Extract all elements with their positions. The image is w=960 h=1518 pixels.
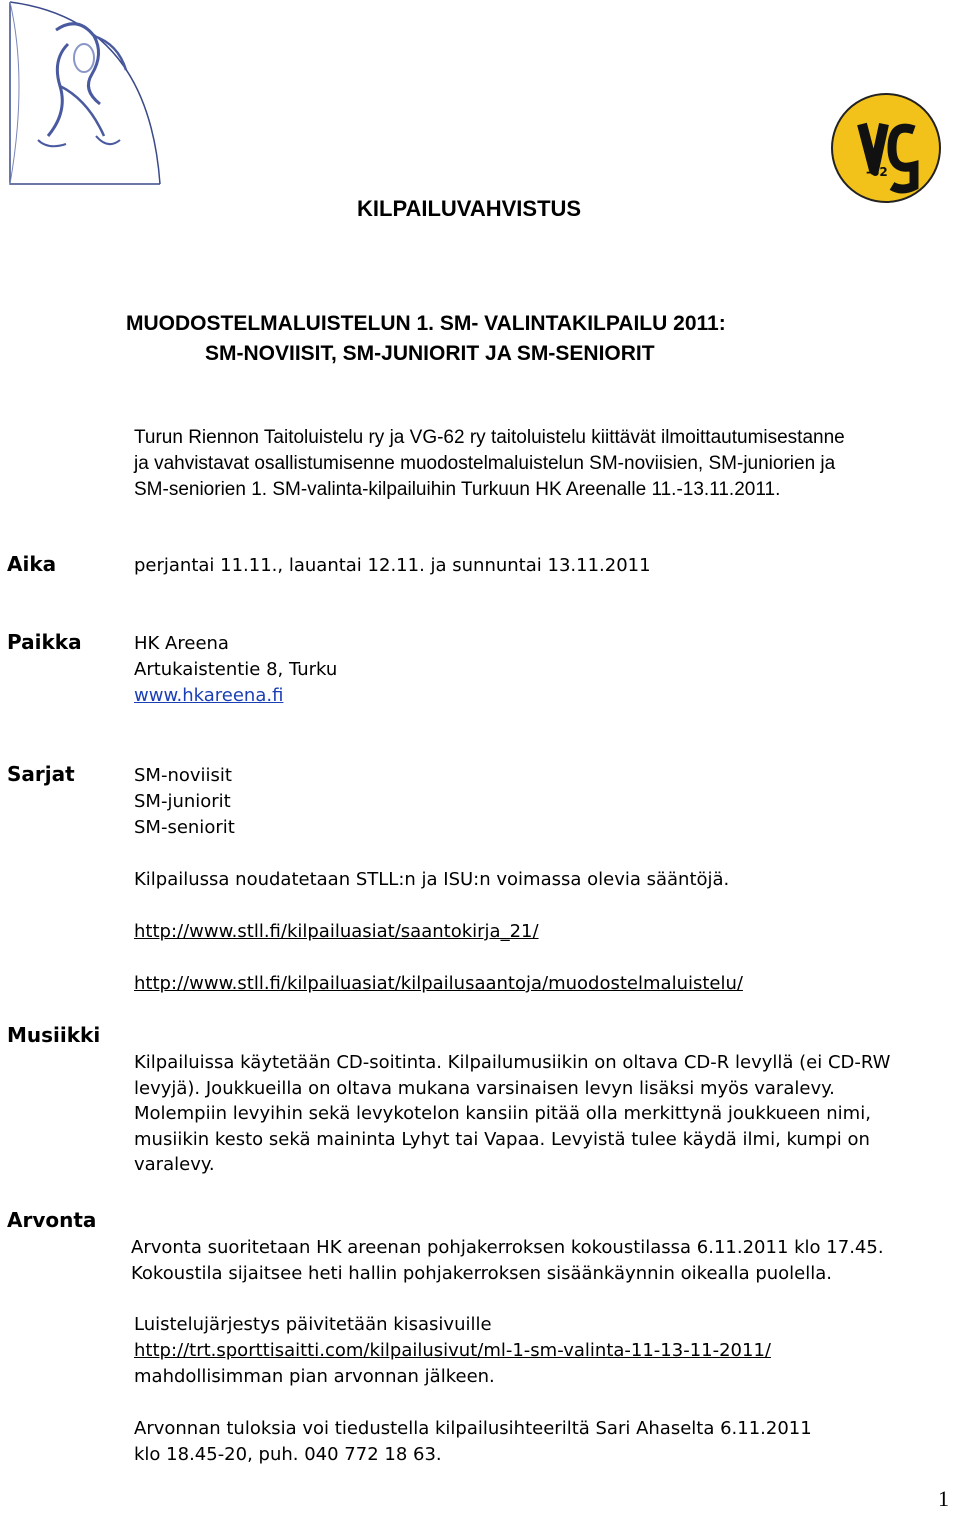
musiikki-label: Musiikki <box>7 1023 101 1047</box>
series-item: SM-noviisit <box>134 765 232 786</box>
paikka-venue: HK Areena <box>134 633 229 654</box>
rules-link-2[interactable]: http://www.stll.fi/kilpailuasiat/kilpailusaantoja/muodostelmaluistelu/ <box>134 973 743 994</box>
musiikki-line: Molempiin levyihin sekä levykotelon kansiin pitää olla merkittynä joukkueen nimi, <box>134 1103 871 1124</box>
sarjat-label: Sarjat <box>7 762 75 786</box>
paikka-label: Paikka <box>7 630 82 654</box>
musiikki-line: musiikin kesto sekä maininta Lyhyt tai Vapaa. Levyistä tulee käydä ilmi, kumpi on <box>134 1128 870 1150</box>
intro-line: SM-seniorien 1. SM-valinta-kilpailuihin Turkuun HK Areenalle 11.-13.11.2011. <box>134 479 781 500</box>
club-logo <box>822 74 950 224</box>
skater-logo <box>8 0 168 188</box>
order-after-text: mahdollisimman pian arvonnan jälkeen. <box>134 1366 495 1387</box>
results-line: Arvonnan tuloksia voi tiedustella kilpailusihteeriltä Sari Ahaselta 6.11.2011 <box>134 1418 812 1439</box>
musiikki-line: levyjä). Joukkueilla on oltava mukana varsinaisen levyn lisäksi myös varalevy. <box>134 1077 835 1099</box>
rules-link-1[interactable]: http://www.stll.fi/kilpailuasiat/saantokirja_21/ <box>134 921 539 942</box>
aika-value: perjantai 11.11., lauantai 12.11. ja sunnuntai 13.11.2011 <box>134 555 651 576</box>
aika-label: Aika <box>7 552 57 576</box>
document-title: KILPAILUVAHVISTUS <box>357 196 582 221</box>
page-number: 1 <box>938 1486 949 1511</box>
musiikki-line: Kilpailuissa käytetään CD-soitinta. Kilpailumusiikin on oltava CD-R levyllä (ei CD-RW <box>134 1052 891 1073</box>
subtitle-line-1: MUODOSTELMALUISTELUN 1. SM- VALINTAKILPAILU 2011: <box>126 312 726 335</box>
svg-text:-62: -62 <box>866 165 888 179</box>
musiikki-text <box>134 1050 954 1178</box>
order-link[interactable]: http://trt.sporttisaitti.com/kilpailusivut/ml-1-sm-valinta-11-13-11-2011/ <box>134 1340 771 1361</box>
order-text: Luistelujärjestys päivitetään kisasivuille <box>134 1314 492 1335</box>
series-item: SM-seniorit <box>134 817 235 838</box>
intro-paragraph <box>134 425 954 503</box>
results-line: klo 18.45-20, puh. 040 772 18 63. <box>134 1444 442 1465</box>
intro-line: Turun Riennon Taitoluistelu ry ja VG-62 ry taitoluistelu kiittävät ilmoittautumisestanne <box>134 427 845 448</box>
arvonta-line: Kokoustila sijaitsee heti hallin pohjakerroksen sisäänkäynnin oikealla puolella. <box>131 1262 832 1284</box>
series-item: SM-juniorit <box>134 791 231 812</box>
arvonta-line: Arvonta suoritetaan HK areenan pohjakerroksen kokoustilassa 6.11.2011 klo 17.45. <box>131 1237 884 1258</box>
venue-website-link[interactable]: www.hkareena.fi <box>134 685 284 706</box>
arvonta-text <box>131 1235 951 1286</box>
musiikki-line: varalevy. <box>134 1154 215 1175</box>
arvonta-label: Arvonta <box>7 1208 97 1232</box>
paikka-address: Artukaistentie 8, Turku <box>134 659 338 680</box>
intro-line: ja vahvistavat osallistumisenne muodostelmaluistelun SM-noviisien, SM-juniorien ja <box>134 453 836 474</box>
rules-text: Kilpailussa noudatetaan STLL:n ja ISU:n voimassa olevia sääntöjä. <box>134 869 730 890</box>
subtitle-line-2: SM-NOVIISIT, SM-JUNIORIT JA SM-SENIORIT <box>205 342 655 365</box>
